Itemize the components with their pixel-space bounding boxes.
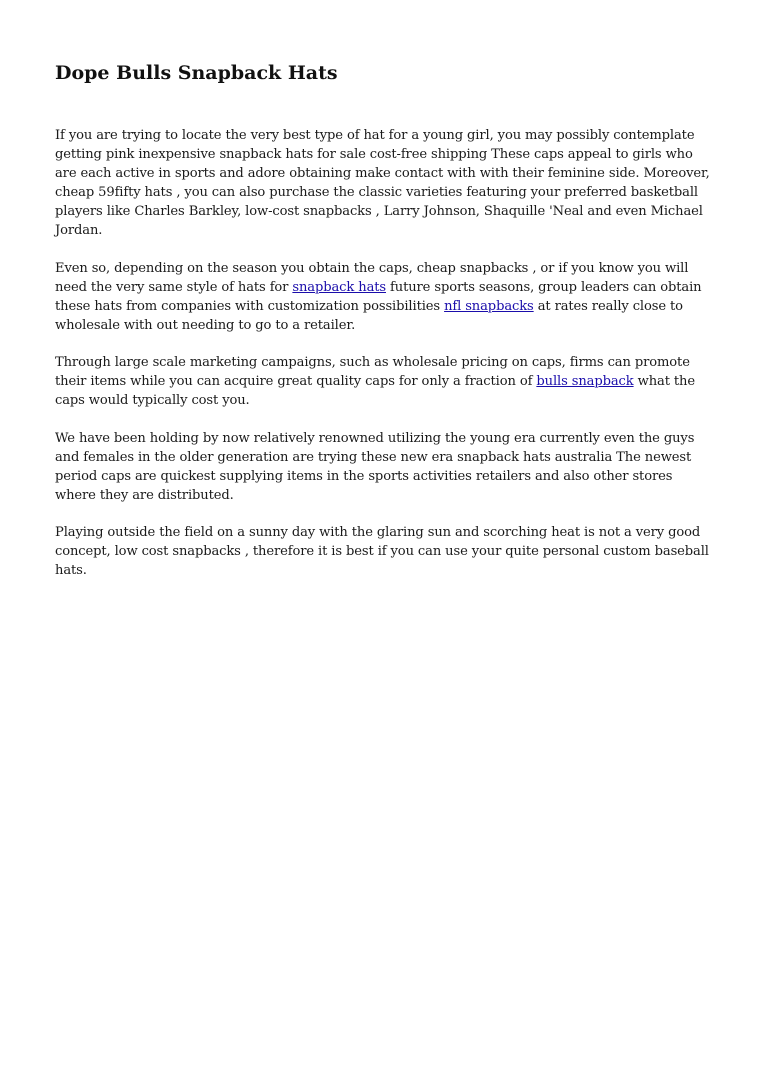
paragraph-1-text: If you are trying to locate the very best type of hat for a young girl, you may possibly contemplate getting pink inexpensive snapback hats for sale cost-free shipping These caps appeal to girls who are each active in sports and adore obtaining make contact with with their feminine side. Moreover, cheap 59fifty hats , you can also purchase the classic varieties featuring your preferred basketball players like Charles Barkley, low-cost snapbacks , Larry Johnson, Shaquille 'Neal and even Michael Jordan.: [55, 128, 710, 238]
paragraph-2-text-c: at rates really close to wholesale with out needing to go to a retailer.: [55, 298, 683, 333]
paragraph-2-text-b: future sports seasons, group leaders can obtain these hats from companies with customization possibilities: [55, 279, 702, 314]
bulls-snapback-link[interactable]: bulls snapback: [536, 374, 634, 389]
snapback-hats-link[interactable]: snapback hats: [292, 279, 386, 295]
paragraph-1: [55, 126, 715, 240]
paragraph-5: [55, 523, 715, 580]
paragraph-4: [55, 429, 715, 505]
paragraph-3-text-a: Through large scale marketing campaigns, such as wholesale pricing on caps, firms can promote their items while you can acquire great quality caps for only a fraction of: [55, 355, 690, 389]
paragraph-3-text-b: what the caps would typically cost you.: [55, 374, 695, 408]
paragraph-4-text: We have been holding by now relatively renowned utilizing the young era currently even the guys and females in the older generation are trying these new era snapback hats australia The newest period caps are quickest supplying items in the sports activities retailers and also other stores where they are distributed.: [55, 430, 695, 503]
paragraph-2: [55, 259, 715, 335]
nfl-snapbacks-link[interactable]: nfl snapbacks: [444, 298, 534, 314]
page-title: Dope Bulls Snapback Hats: [55, 62, 338, 84]
paragraph-2-text-a: Even so, depending on the season you obtain the caps, cheap snapbacks , or if you know you will need the very same style of hats for: [55, 260, 689, 295]
document-page: [55, 58, 715, 599]
paragraph-5-text: Playing outside the field on a sunny day with the glaring sun and scorching heat is not a very good concept, low cost snapbacks , therefore it is best if you can use your quite personal custom baseball hats.: [55, 525, 709, 578]
paragraph-3: [55, 353, 715, 410]
